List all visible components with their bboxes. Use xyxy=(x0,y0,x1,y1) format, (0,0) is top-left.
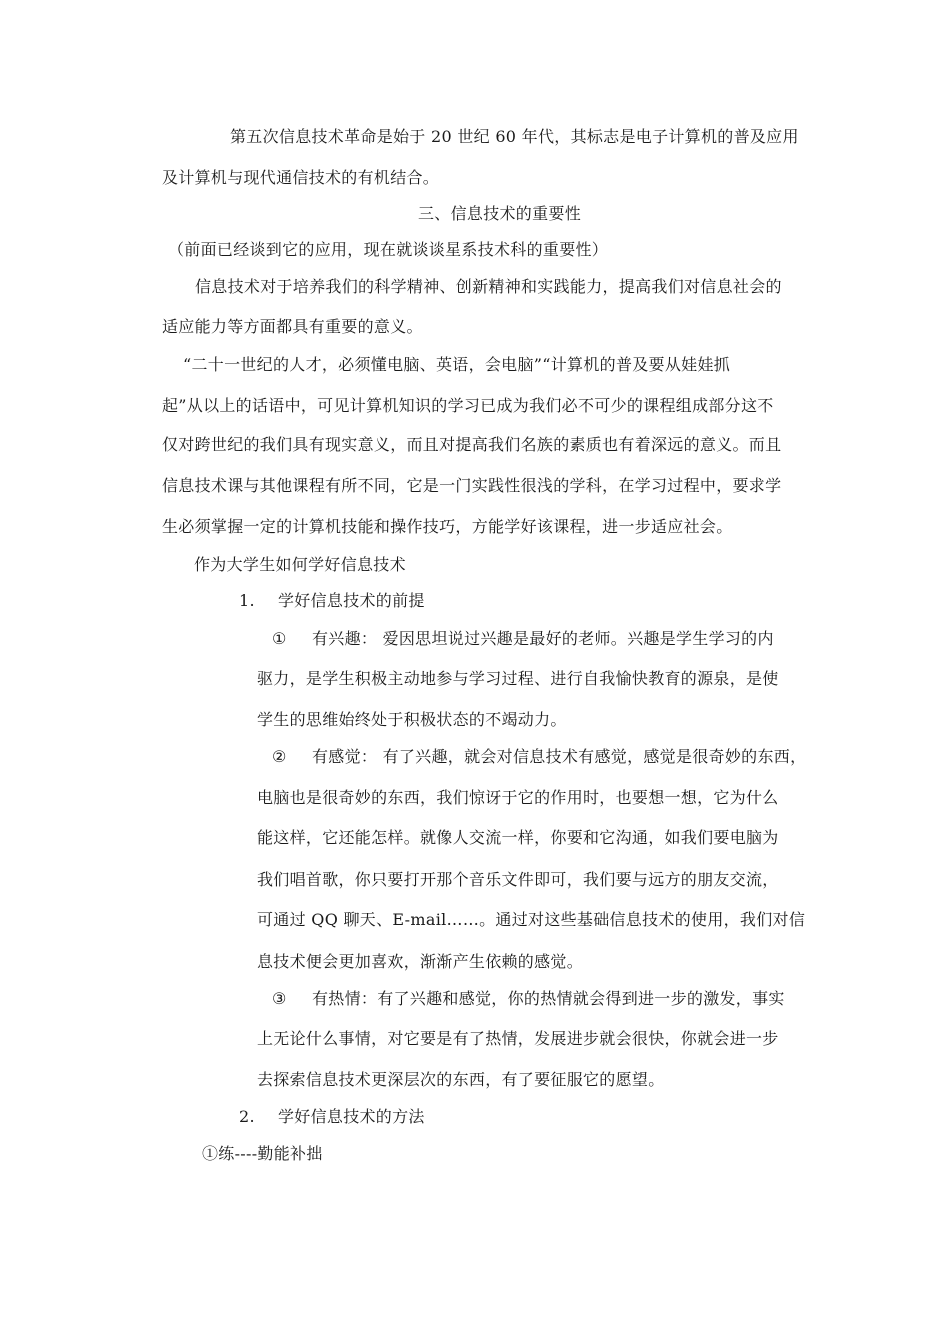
sub-item-2-line-5: 可通过 QQ 聊天、E-mail……。通过对这些基础信息技术的使用，我们对信 xyxy=(257,910,806,929)
list-item-1-text: 学好信息技术的前提 xyxy=(278,591,425,610)
list-item-2-number: 2. xyxy=(239,1107,255,1126)
sub-item-1-line-3: 学生的思维始终处于积极状态的不竭动力。 xyxy=(257,710,567,729)
sub-item-3-marker: ③ xyxy=(272,989,287,1008)
sub-item-2-marker: ② xyxy=(272,747,287,766)
paragraph-1-line-2: 及计算机与现代通信技术的有机结合。 xyxy=(162,168,440,187)
sub-item-1-marker: ① xyxy=(272,629,287,648)
paragraph-3-line-3: 仅对跨世纪的我们具有现实意义，而且对提高我们名族的素质也有着深远的意义。而且 xyxy=(162,435,782,454)
paragraph-2-line-1: 信息技术对于培养我们的科学精神、创新精神和实践能力，提高我们对信息社会的 xyxy=(195,277,782,296)
paragraph-3-line-2: 起”从以上的话语中，可见计算机知识的学习已成为我们必不可少的课程组成部分这不 xyxy=(162,396,774,415)
paragraph-2-line-2: 适应能力等方面都具有重要的意义。 xyxy=(162,317,423,336)
paragraph-4: 作为大学生如何学好信息技术 xyxy=(194,555,406,574)
paragraph-3-line-5: 生必须掌握一定的计算机技能和操作技巧，方能学好该课程，进一步适应社会。 xyxy=(162,517,733,536)
sub-item-2-line-1: 有感觉： 有了兴趣，就会对信息技术有感觉，感觉是很奇妙的东西， xyxy=(312,747,807,766)
sub-item-3-line-2: 上无论什么事情，对它要是有了热情，发展进步就会很快，你就会进一步 xyxy=(257,1029,779,1048)
sub-item-3-line-3: 去探索信息技术更深层次的东西，有了要征服它的愿望。 xyxy=(257,1070,665,1089)
sub-item-2-line-3: 能这样，它还能怎样。就像人交流一样，你要和它沟通，如我们要电脑为 xyxy=(257,828,779,847)
sub-item-1-line-2: 驱力，是学生积极主动地参与学习过程、进行自我愉快教育的源泉，是使 xyxy=(257,669,779,688)
sub-item-1-line-1: 有兴趣： 爱因思坦说过兴趣是最好的老师。兴趣是学生学习的内 xyxy=(312,629,774,648)
sub-item-2-line-4: 我们唱首歌，你只要打开那个音乐文件即可，我们要与远方的朋友交流， xyxy=(257,870,779,889)
sub-item-2-line-2: 电脑也是很奇妙的东西，我们惊讶于它的作用时，也要想一想，它为什么 xyxy=(257,788,779,807)
paragraph-3-line-1: “二十一世纪的人才，必须懂电脑、英语，会电脑”“计算机的普及要从娃娃抓 xyxy=(183,355,731,374)
sub-item-2-line-6: 息技术便会更加喜欢，渐渐产生依赖的感觉。 xyxy=(257,952,584,971)
paragraph-1-line-1: 第五次信息技术革命是始于 20 世纪 60 年代，其标志是电子计算机的普及应用 xyxy=(230,127,799,146)
paragraph-3-line-4: 信息技术课与其他课程有所不同，它是一门实践性很浅的学科，在学习过程中，要求学 xyxy=(162,476,782,495)
method-1: ①练----勤能补拙 xyxy=(202,1144,323,1163)
list-item-1-number: 1. xyxy=(239,591,255,610)
sub-item-3-line-1: 有热情：有了兴趣和感觉，你的热情就会得到进一步的激发，事实 xyxy=(312,989,785,1008)
section-heading: 三、信息技术的重要性 xyxy=(418,204,582,223)
note-line: （前面已经谈到它的应用，现在就谈谈星系技术科的重要性） xyxy=(168,240,609,259)
list-item-2-text: 学好信息技术的方法 xyxy=(278,1107,425,1126)
